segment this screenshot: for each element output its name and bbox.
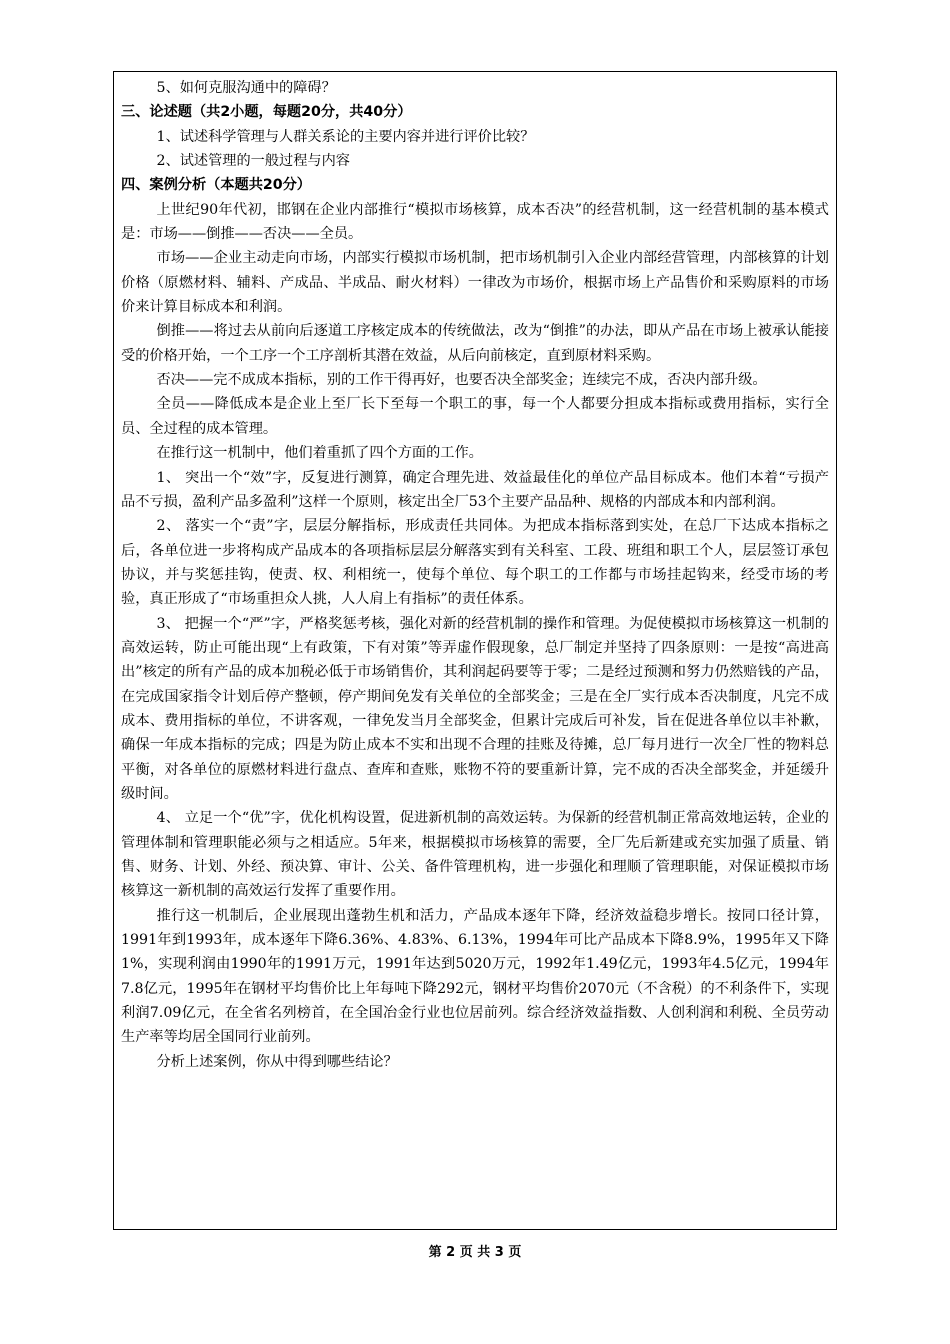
page-number: 第 2 页 共 3 页	[428, 1245, 522, 1260]
case-result: 推行这一机制后，企业展现出蓬勃生机和活力，产品成本逐年下降，经济效益稳步增长。按同口径计算，1991年到1993年，成本逐年下降6.36%、4.83%、6.13%，1994年可比产品成本下降8.9%，1995年又下降1%，实现利润由1990年的1991万元，1991年达到5020万元，1992年1.49亿元，1993年4.5亿元，1994年7.8亿元，1995年在钢材平均售价比上年每吨下降292元，钢材平均售价2070元（不含税）的不利条件下，实现利润7.09亿元，在全省名列榜首，在全国冶金行业也位居前列。综合经济效益指数、人创利润和利税、全员劳动生产率等均居全国同行业前列。	[121, 907, 829, 1046]
case-veto: 否决——完不成成本指标，别的工作干得再好，也要否决全部奖金；连续完不成，否决内部升级。	[156, 372, 767, 389]
case-all-staff: 全员——降低成本是企业上至厂长下至每一个职工的事，每一个人都要分担成本指标或费用指标，实行全员、全过程的成本管理。	[121, 396, 829, 437]
case-market: 市场——企业主动走向市场，内部实行模拟市场机制，把市场机制引入企业内部经营管理，内部核算的计划价格（原燃材料、辅料、产成品、半成品、耐火材料）一律改为市场价，根据市场上产品售价和采购原料的市场价来计算目标成本和利润。	[121, 250, 829, 316]
essay-question-2: 2、试述管理的一般过程与内容	[156, 153, 350, 170]
essay-section-heading: 三、论述题（共2小题，每题20分，共40分）	[121, 104, 412, 121]
case-point-4: 4、 立足一个“优”字，优化机构设置，促进新机制的高效运转。为保新的经营机制正常高效地运转，企业的管理体制和管理职能必须与之相适应。5年来，根据模拟市场核算的需要，全厂先后新建或充实加强了质量、销售、财务、计划、外经、预决算、审计、公关、备件管理机构，进一步强化和理顺了管理职能，对保证模拟市场核算这一新机制的高效运行发挥了重要作用。	[121, 810, 829, 900]
case-question: 分析上述案例，你从中得到哪些结论？	[156, 1053, 398, 1070]
case-point-3: 3、 把握一个“严”字，严格奖惩考核，强化对新的经营机制的操作和管理。为促使模拟市场核算这一机制的高效运转，防止可能出现“上有政策，下有对策”等弄虚作假现象，总厂制定并坚持了四条原则：一是按“高进高出”核定的所有产品的成本加税必低于市场销售价，其利润起码要等于零；二是经过预测和努力仍然赔钱的产品，在完成国家指令计划后停产整顿，停产期间免发有关单位的全部奖金；三是在全厂实行成本否决制度，凡完不成成本、费用指标的单位，不讲客观，一律免发当月全部奖金，但累计完成后可补发，旨在促进各单位以丰补歉，确保一年成本指标的完成；四是为防止成本不实和出现不合理的挂账及待摊，总厂每月进行一次全厂性的物料总平衡，对各单位的原燃材料进行盘点、查库和查账，账物不符的要重新计算，完不成的否决全部奖金，并延缓升级时间。	[121, 615, 829, 802]
case-backward: 倒推——将过去从前向后逐道工序核定成本的传统做法，改为“倒推”的办法，即从产品在市场上被承认能接受的价格开始，一个工序一个工序剖析其潜在效益，从后向前核定，直到原材料采购。	[121, 323, 829, 364]
case-section-heading: 四、案例分析（本题共20分）	[121, 177, 311, 194]
essay-question-1: 1、试述科学管理与人群关系论的主要内容并进行评价比较？	[156, 128, 535, 145]
exam-content	[121, 76, 829, 1074]
question-5: 5、如何克服沟通中的障碍？	[156, 80, 336, 96]
case-point-2: 2、 落实一个“责”字，层层分解指标，形成责任共同体。为把成本指标落到实处，在总厂下达成本指标之后，各单位进一步将构成产品成本的各项指标层层分解落实到有关科室、工段、班组和职工个人，层层签订承包协议，并与奖惩挂钩，使责、权、利相统一，使每个单位、每个职工的工作都与市场挂起钩来，经受市场的考验，真正形成了“市场重担众人挑，人人肩上有指标”的责任体系。	[121, 518, 829, 608]
case-focus: 在推行这一机制中，他们着重抓了四个方面的工作。	[156, 445, 483, 462]
case-intro: 上世纪90年代初，邯钢在企业内部推行“模拟市场核算，成本否决”的经营机制，这一经营机制的基本模式是：市场——倒推——否决——全员。	[121, 201, 829, 243]
case-point-1: 1、 突出一个“效”字，反复进行测算，确定合理先进、效益最佳化的单位产品目标成本。他们本着“亏损产品不亏损，盈利产品多盈利”这样一个原则，核定出全厂53个主要产品品种、规格的内部成本和内部利润。	[121, 469, 829, 510]
